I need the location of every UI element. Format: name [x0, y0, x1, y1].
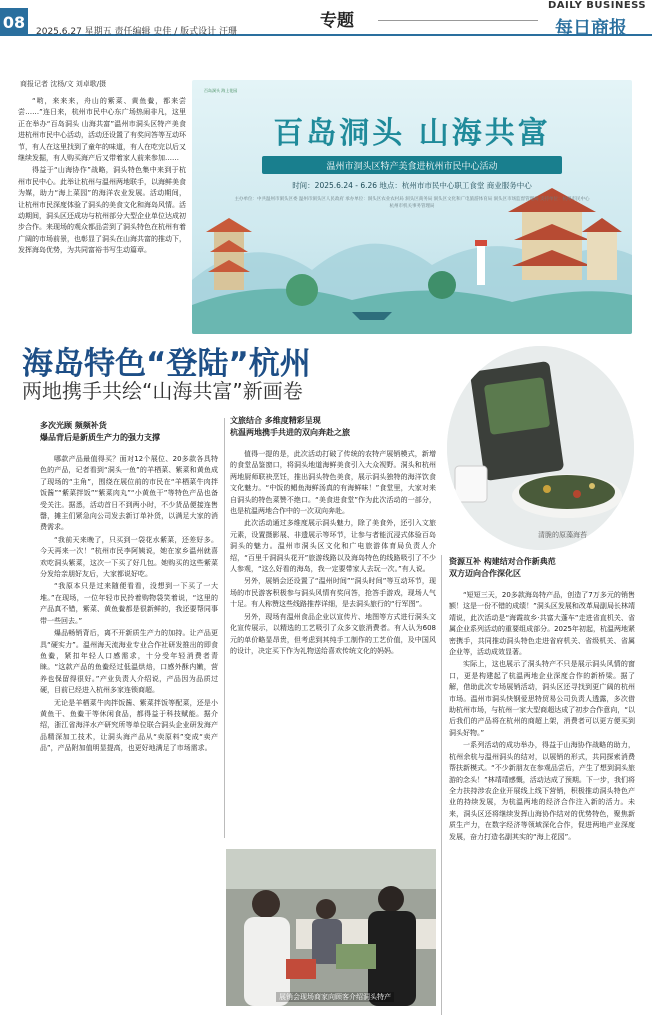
column-divider — [441, 555, 442, 1015]
col1-paragraph: 哪款产品最值得买？面对12个展位、20多款各具特色的产品，记者看到“洞头一鱼”的羊栖菜、紫菜和黄鱼成了现场的“主角”，围绕在展位前的市民在“羊栖菜牛肉拌饭酱”“紫菜拌饭”“紫菜肉丸”“小黄鱼干”等特色产品也备受关注。据悉，活动首日不到两小时，不少货品便接连售罄，摊主们紧急向公司发去新订单补货，以满足大家的消费需求。 — [40, 455, 218, 532]
col1-paragraph: 无论是羊栖菜牛肉拌饭酱、紫菜拌饭等配菜，还是小黄鱼干、鱼鲞干等休闲食品，都得益于科技赋能。据介绍，浙江省海洋水产研究所等单位联合洞头企业研发海产品精深加工技术，让洞头海产品从“卖原料”变成“卖产品”，产品附加值明显提高，也更好地满足了市场需求。 — [40, 698, 218, 753]
column-1 — [40, 420, 218, 1020]
col2-paragraph: 值得一提的是，此次活动打破了传统的农特产展销模式，新增的食堂品鉴窗口，将洞头地道海鲜美食引入大众视野。洞头和杭州两地厨师联袂烹饪，推出洞头特色美食，展示洞头独特的海洋饮食文化魅力。“中饭的鲳鱼海鲜汤真的有海鲜味！”食堂里，大家对来自洞头的特色菜赞不绝口。“美食进食堂”作为此次活动的一部分，也是杭温两地合作中的一次双向奔赴。 — [230, 450, 436, 516]
seaweed-illustration — [447, 346, 634, 550]
product-caption: 清脆的原藻海苔 — [538, 531, 587, 539]
col3-paragraph: 一系列活动的成功举办，得益于山海协作战略的助力，杭州余杭与温州洞头的结对，以展销的形式，共同探索消费帮扶新模式。“不少新朋友在参观品尝后，产生了想到洞头旅游的念头！”林靖靖感慨，活动达成了预期。下一步，我们将全力扶持涉农企业开展线上线下营销，积极推动洞头特色产业的持续发展，为杭温两地的经济合作注入新的活力。未来，洞头区还将继续发挥山海协作结对的优势特色，聚焦新质生产力，在数字经济等领域深化合作，促进两地产业深度发展，奋力打造名副其实的“海上花园”。 — [449, 741, 635, 841]
col1-body — [40, 454, 218, 1014]
reporter-credit: 商报记者 沈杨/文 刘卓歌/摄 — [20, 80, 107, 88]
col3-paragraph: “短短三天，20多款海岛特产品，创造了7万多元的销售额！这是一份不错的成绩！”洞头区发展和改革局副局长林靖靖说，此次活动是“海霞故乡·共富大蓬车”走进省直机关、省属企业系列活动的重要组成部分。2025年初起，杭温两地紧密携手，共同推动洞头特色走进省府机关、省级机关、省属企业等，活动成效显著。 — [449, 591, 635, 657]
banner-event-bar: 温州市洞头区特产美食进杭州市民中心活动 — [262, 156, 562, 174]
col1-paragraph: 爆品畅销背后，离不开新质生产力的加持。让产品更具“硬实力”。温州海天流海业专业合作社研发推出的即食鱼鲞，紧扣年轻人口感需求，十分受年轻消费者青睐。“这款产品的鱼鲞经过低温烘焙，口感外酥内嫩，营养也保留得很好。”产业负责人介绍说，产品因为品质过硬，目前已经进入杭州多家连锁商超。 — [40, 629, 218, 695]
issue-meta: 2025.6.27 星期五 责任编辑 史佳 / 版式设计 汪珊 — [36, 27, 238, 37]
page-number: 08 — [0, 8, 28, 36]
banner-organizers: 主办单位：中共温州市洞头区委 温州市洞头区人民政府 承办单位：洞头区农业农村局 洞头区商务局 洞头区文化和广电旅游体育局 洞头区市场监督管理局 支持单位：杭州市民中心 杭州市机关事务管理局 — [234, 197, 590, 209]
col2-body — [230, 449, 436, 849]
col3-subtitle-2: 双方迈向合作深化区 — [449, 569, 521, 578]
col3-body — [449, 590, 635, 1020]
seaweed-product-photo — [447, 346, 634, 550]
event-banner — [192, 80, 632, 334]
col2-subtitle-1: 文旅结合 多维度精彩呈现 — [230, 416, 321, 425]
intro-paragraph: 得益于“山海协作”战略，洞头特色集中来到于杭州市民中心。此举让杭州与温州两地联手，以海鲜美食为媒，助力“海上菜园”的海洋农业发展。活动期间，让杭州市民深度体验了洞头的美食文化和海岛风情。活动期间，洞头区还成功与杭州部分大型企业单位达成初步合作。来现场的观众都品尝到了洞头特色在杭州有着广阔的市场前景，也彰显了洞头在山海共富的推动下，发挥海岛优势，为共同富裕书写生动篇章。 — [18, 166, 186, 255]
col1-paragraph: “我原本只是过来随便看看，没想到一下买了一大堆。”在现场，一位年轻市民拎着购物袋笑着说，“这里的产品真不错，紫菜、黄鱼鲞都是很新鲜的，我还要帮同事带一些回去。” — [40, 582, 218, 625]
col2-paragraph: 另外，现场有温州食品企业以宣传片、地图等方式进行洞头文化宣传展示，以精选的工艺吸引了众多文旅消费者。有人认为608元的单价略显昂贵，但考虑到其纯手工制作的工艺价值，及中国风的设计，决定买下作为礼物送给喜欢传统文化的妈妈。 — [230, 612, 436, 655]
intro-text — [18, 96, 186, 334]
photo-caption: 展销会现场商家向顾客介绍洞头特产 — [276, 992, 394, 1002]
column-3 — [449, 556, 635, 1016]
col2-paragraph: 此次活动通过多维度展示洞头魅力，除了美食外，还引入文旅元素，设置摄影展、非遗展示等环节，让参与者能沉浸式体验百岛洞头的魅力。温州市洞头区文化和广电旅游体育局负责人介绍，“百里千洞洞头花开”旅游线路以及海岛特色的线路吸引了不少人参观，“这么好看的海岛，我一定要带家人去玩一次。”有人说。 — [230, 519, 436, 574]
col1-subtitle-1: 多次光顾 频频补货 — [40, 421, 107, 430]
col3-subtitle-1: 资源互补 构建结对合作新典范 — [449, 557, 556, 566]
col2-paragraph: 另外，展销会还设置了“温州时间”“洞头时间”等互动环节，现场的市民游客积极参与洞头风情有奖问答，抢答手游戏，现场人气十足。有人称赞这些线路推荐详细，是去洞头旅行的“行军图”。 — [230, 577, 436, 609]
subheadline: 两地携手共绘“山海共富”新画卷 — [22, 379, 303, 403]
banner-title: 百岛洞头 山海共富 — [273, 116, 551, 151]
col2-subtitle-2: 杭温两地携手共进的双向奔赴之旅 — [230, 428, 350, 437]
banner-date-location: 时间：2025.6.24 - 6.26 地点：杭州市市民中心职工食堂 商业服务中心 — [292, 181, 532, 190]
brand-english: DAILY BUSINESS — [548, 0, 647, 11]
intro-paragraph: “哟，来来来，舟山的紫菜、黄鱼鲞，都来尝尝……”连日来，杭州市民中心东广场热闹非凡，这里正在举办“百岛洞头 山海共富”温州市洞头区特产美食进杭州市民中心活动，活动还设置了有奖问答等互动环节，有人在这里找到了童年的味道，有人在吃完以后又继续发掘，有人购买海产后又带着家人前来参加…… — [18, 97, 186, 163]
col1-subtitle-2: 爆品背后是新质生产力的强力支撑 — [40, 433, 160, 442]
headline: 海岛特色“登陆”杭州 — [22, 346, 311, 382]
banner-logos: 百岛洞头 海上花园 — [204, 88, 238, 93]
col1-paragraph: “我前天来晚了，只买到一袋花水紫菜，还差好多。今天再来一次！”杭州市民李阿姨说，她在家乡温州就喜欢吃洞头紫菜，这次一下买了好几包。她购买的这些紫菜分发给亲朋好友后，大家都说好吃。 — [40, 535, 218, 579]
column-2 — [230, 415, 436, 845]
event-photo-illustration — [226, 849, 436, 1006]
col3-paragraph: 实际上，这也展示了洞头特产不只是展示洞头风情的窗口，更是构建起了杭温两地企业深度合作的新桥梁。据了解，借助此次专场展销活动，洞头区还寻找到更广阔的杭州市场。温州市洞头快钢爱思特贸易公司负责人透露，多次借助杭州市场，与杭州一家大型商超达成了初步合作意向，“以后我们的产品将在杭州的商超上架，消费者可以更方便买到洞头好物。” — [449, 660, 635, 737]
column-divider — [224, 418, 225, 838]
event-photo — [226, 849, 436, 1006]
brand-chinese: 每日商报 — [555, 18, 627, 39]
section-rule — [378, 20, 538, 21]
section-title: 专题 — [320, 11, 354, 31]
